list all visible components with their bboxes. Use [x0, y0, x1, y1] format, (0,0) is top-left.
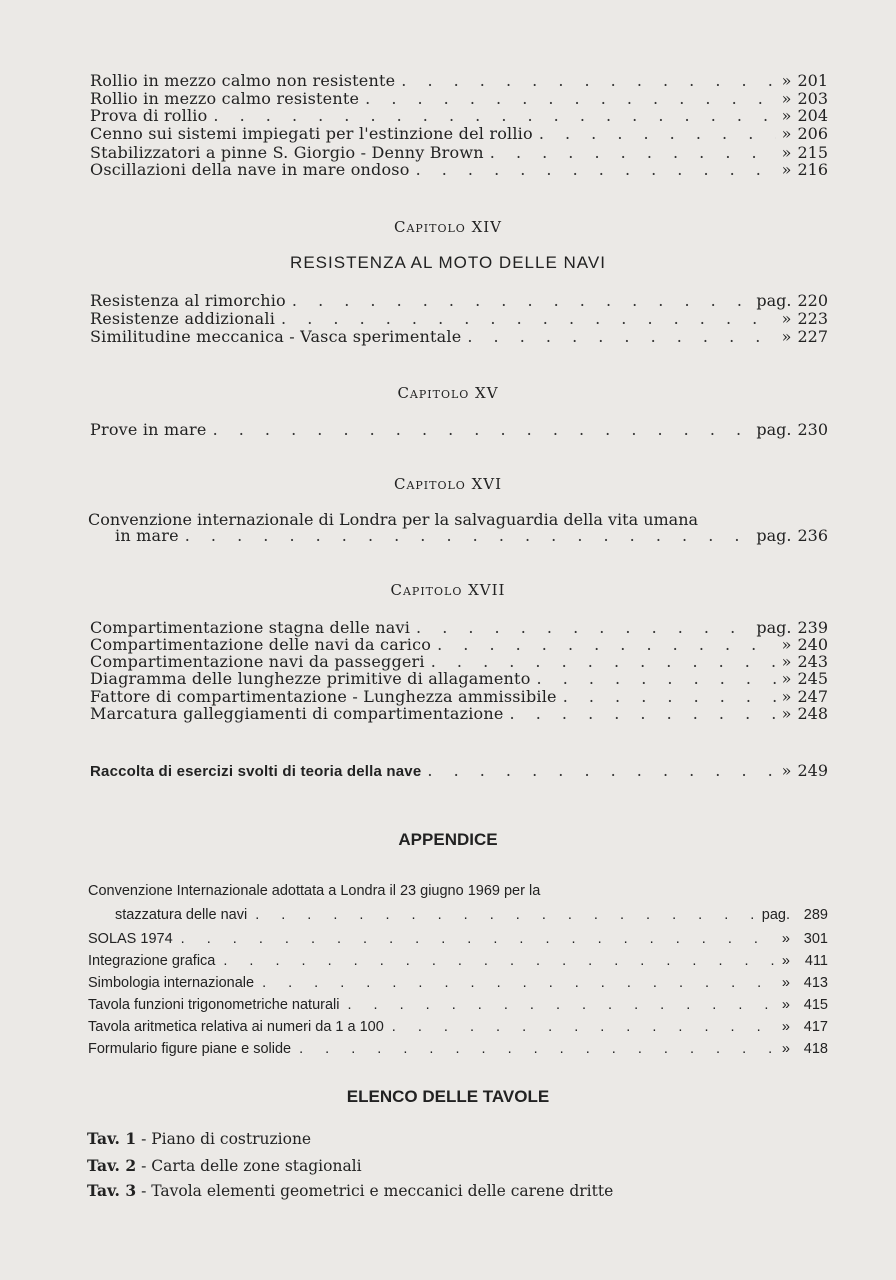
page-mark: »: [781, 761, 792, 780]
leader-dots: [539, 125, 776, 142]
page-number: 215: [797, 143, 828, 162]
leader-dots: [299, 1041, 774, 1057]
page-mark: pag.: [756, 420, 792, 439]
leader-dots: [347, 997, 773, 1013]
toc-entry: [90, 292, 828, 309]
leader-dots: [185, 527, 751, 544]
entry-title: Similitudine meccanica - Vasca sperimentale: [90, 327, 462, 346]
page-number: 249: [797, 761, 828, 780]
entry-title-line2: stazzatura delle navi: [115, 907, 248, 923]
page-number: 230: [797, 420, 828, 439]
appendix-entry-line1: Convenzione Internazionale adottata a Londra il 23 giugno 1969 per la: [88, 883, 541, 899]
page-mark: »: [781, 106, 792, 125]
page-number: 243: [797, 652, 828, 671]
page-number: 301: [803, 931, 828, 947]
page-number: 220: [797, 291, 828, 310]
page-mark: »: [781, 953, 790, 969]
chapter-heading: Capitolo XVII: [390, 581, 506, 599]
appendix-entry: [88, 975, 828, 991]
page-number: 216: [797, 160, 828, 179]
toc-entry: [90, 636, 828, 653]
entry-title: Raccolta di esercizi svolti di teoria della nave: [90, 763, 422, 780]
entry-title: Rollio in mezzo calmo resistente: [90, 89, 360, 108]
toc-entry: [90, 328, 828, 345]
appendix-entry: [88, 1041, 828, 1057]
page-mark: »: [781, 1041, 790, 1057]
page-number: 204: [797, 106, 828, 125]
toc-entry: [90, 90, 828, 107]
entry-title: Simbologia internazionale: [88, 975, 255, 991]
page-mark: »: [781, 71, 792, 90]
plate-label: Tav. 2: [87, 1156, 137, 1175]
leader-dots: [427, 762, 775, 779]
plates-heading: ELENCO DELLE TAVOLE: [346, 1087, 550, 1106]
entry-title: Marcatura galleggiamenti di compartimentazione: [90, 704, 504, 723]
page-mark: »: [781, 687, 792, 706]
page-mark: »: [781, 1019, 790, 1035]
page-mark: pag.: [756, 618, 792, 637]
entry-title: Integrazione grafica: [88, 953, 216, 969]
page-mark: »: [781, 652, 792, 671]
leader-dots: [467, 328, 775, 345]
entry-title: Diagramma delle lunghezze primitive di allagamento: [90, 669, 531, 688]
page-number: 236: [797, 526, 828, 545]
page-mark: »: [781, 89, 792, 108]
leader-dots: [392, 1019, 774, 1035]
page-number: 417: [803, 1019, 828, 1035]
page-number: 248: [797, 704, 828, 723]
entry-title: Tavola funzioni trigonometriche naturali: [88, 997, 340, 1013]
page-mark: »: [781, 124, 792, 143]
leader-dots: [437, 636, 776, 653]
appendix-entry: [88, 953, 828, 969]
page-number: 239: [797, 618, 828, 637]
entry-title: SOLAS 1974: [88, 931, 173, 947]
page-number: 411: [804, 953, 828, 969]
appendix-entry: [88, 1019, 828, 1035]
entry-title: Prove in mare: [90, 420, 207, 439]
plate-text: - Piano di costruzione: [141, 1130, 312, 1148]
page-number: 247: [797, 687, 828, 706]
chapter-heading: Capitolo XVI: [393, 475, 503, 493]
toc-entry: [90, 421, 828, 438]
page-mark: »: [781, 327, 792, 346]
page-number: 206: [797, 124, 828, 143]
entry-title: Cenno sui sistemi impiegati per l'estinzione del rollio: [90, 124, 533, 143]
appendix-entry: [88, 997, 828, 1013]
page-mark: »: [781, 309, 792, 328]
entry-title: Oscillazioni della nave in mare ondoso: [90, 160, 410, 179]
leader-dots: [223, 953, 774, 969]
page-mark: »: [781, 704, 792, 723]
toc-entry: [90, 619, 828, 636]
page-number: 415: [803, 997, 828, 1013]
leader-dots: [563, 688, 776, 705]
plate-item: [87, 1181, 613, 1200]
leader-dots: [537, 670, 776, 687]
appendix-entry: [88, 931, 828, 947]
page-mark: »: [781, 931, 790, 947]
entry-title: Compartimentazione stagna delle navi: [90, 618, 411, 637]
page-number: 223: [797, 309, 828, 328]
page-number: 240: [797, 635, 828, 654]
page-mark: »: [781, 160, 792, 179]
entry-title: Prova di rollio: [90, 106, 208, 125]
toc-entry: [90, 310, 828, 327]
appendix-entry: [115, 907, 828, 923]
toc-entry: [90, 688, 828, 705]
leader-dots: [281, 310, 776, 327]
chapter-title: RESISTENZA AL MOTO DELLE NAVI: [290, 253, 606, 272]
entry-title-line1: Convenzione internazionale di Londra per la salvaguardia della vita umana: [88, 510, 699, 529]
page-number: 227: [797, 327, 828, 346]
toc-entry-raccolta: [90, 762, 828, 780]
entry-title: Rollio in mezzo calmo non resistente: [90, 71, 396, 90]
page-mark: »: [781, 143, 792, 162]
page-mark: »: [781, 975, 790, 991]
toc-entry: [90, 653, 828, 670]
leader-dots: [213, 421, 751, 438]
entry-title: Fattore di compartimentazione - Lunghezza ammissibile: [90, 687, 557, 706]
page-number: 203: [797, 89, 828, 108]
page-number: 201: [797, 71, 828, 90]
page-mark: pag.: [756, 291, 792, 310]
leader-dots: [431, 653, 776, 670]
entry-title: Resistenza al rimorchio: [90, 291, 286, 310]
page-mark: »: [781, 997, 790, 1013]
entry-title: Stabilizzatori a pinne S. Giorgio - Denny Brown: [90, 143, 484, 162]
toc-entry: [90, 161, 828, 178]
plate-item: [87, 1156, 362, 1175]
page-mark: »: [781, 635, 792, 654]
leader-dots: [181, 931, 774, 947]
entry-title: Tavola aritmetica relativa ai numeri da 1 a 100: [88, 1019, 384, 1035]
plate-label: Tav. 3: [87, 1181, 137, 1200]
entry-title: Compartimentazione delle navi da carico: [90, 635, 432, 654]
toc-entry: [90, 670, 828, 687]
chapter-heading: Capitolo XV: [397, 384, 499, 402]
leader-dots: [416, 161, 776, 178]
leader-dots: [292, 292, 750, 309]
page-mark: »: [781, 669, 792, 688]
leader-dots: [365, 90, 776, 107]
leader-dots: [255, 907, 754, 923]
entry-title: Resistenze addizionali: [90, 309, 276, 328]
plate-text: - Tavola elementi geometrici e meccanici delle carene dritte: [141, 1182, 614, 1200]
leader-dots: [262, 975, 774, 991]
entry-title-line2: in mare: [115, 526, 179, 545]
leader-dots: [490, 144, 776, 161]
toc-entry: [90, 144, 828, 161]
leader-dots: [401, 72, 775, 89]
entry-title: Compartimentazione navi da passeggeri: [90, 652, 425, 671]
toc-entry: [90, 125, 828, 142]
toc-entry: [90, 72, 828, 89]
page-mark: pag.: [761, 907, 790, 923]
page-number: 418: [803, 1041, 828, 1057]
chapter-heading: Capitolo XIV: [393, 218, 503, 236]
plate-item: [87, 1129, 311, 1148]
toc-entry: [115, 527, 828, 544]
leader-dots: [510, 705, 776, 722]
leader-dots: [416, 619, 750, 636]
page-number: 289: [803, 907, 828, 923]
page-number: 413: [803, 975, 828, 991]
plate-label: Tav. 1: [87, 1129, 137, 1148]
toc-entry: [90, 107, 828, 124]
entry-title: Formulario figure piane e solide: [88, 1041, 292, 1057]
page-mark: pag.: [756, 526, 792, 545]
plate-text: - Carta delle zone stagionali: [141, 1157, 362, 1175]
toc-entry: [90, 705, 828, 722]
leader-dots: [213, 107, 775, 124]
appendix-heading: APPENDICE: [398, 830, 498, 849]
page-number: 245: [797, 669, 828, 688]
